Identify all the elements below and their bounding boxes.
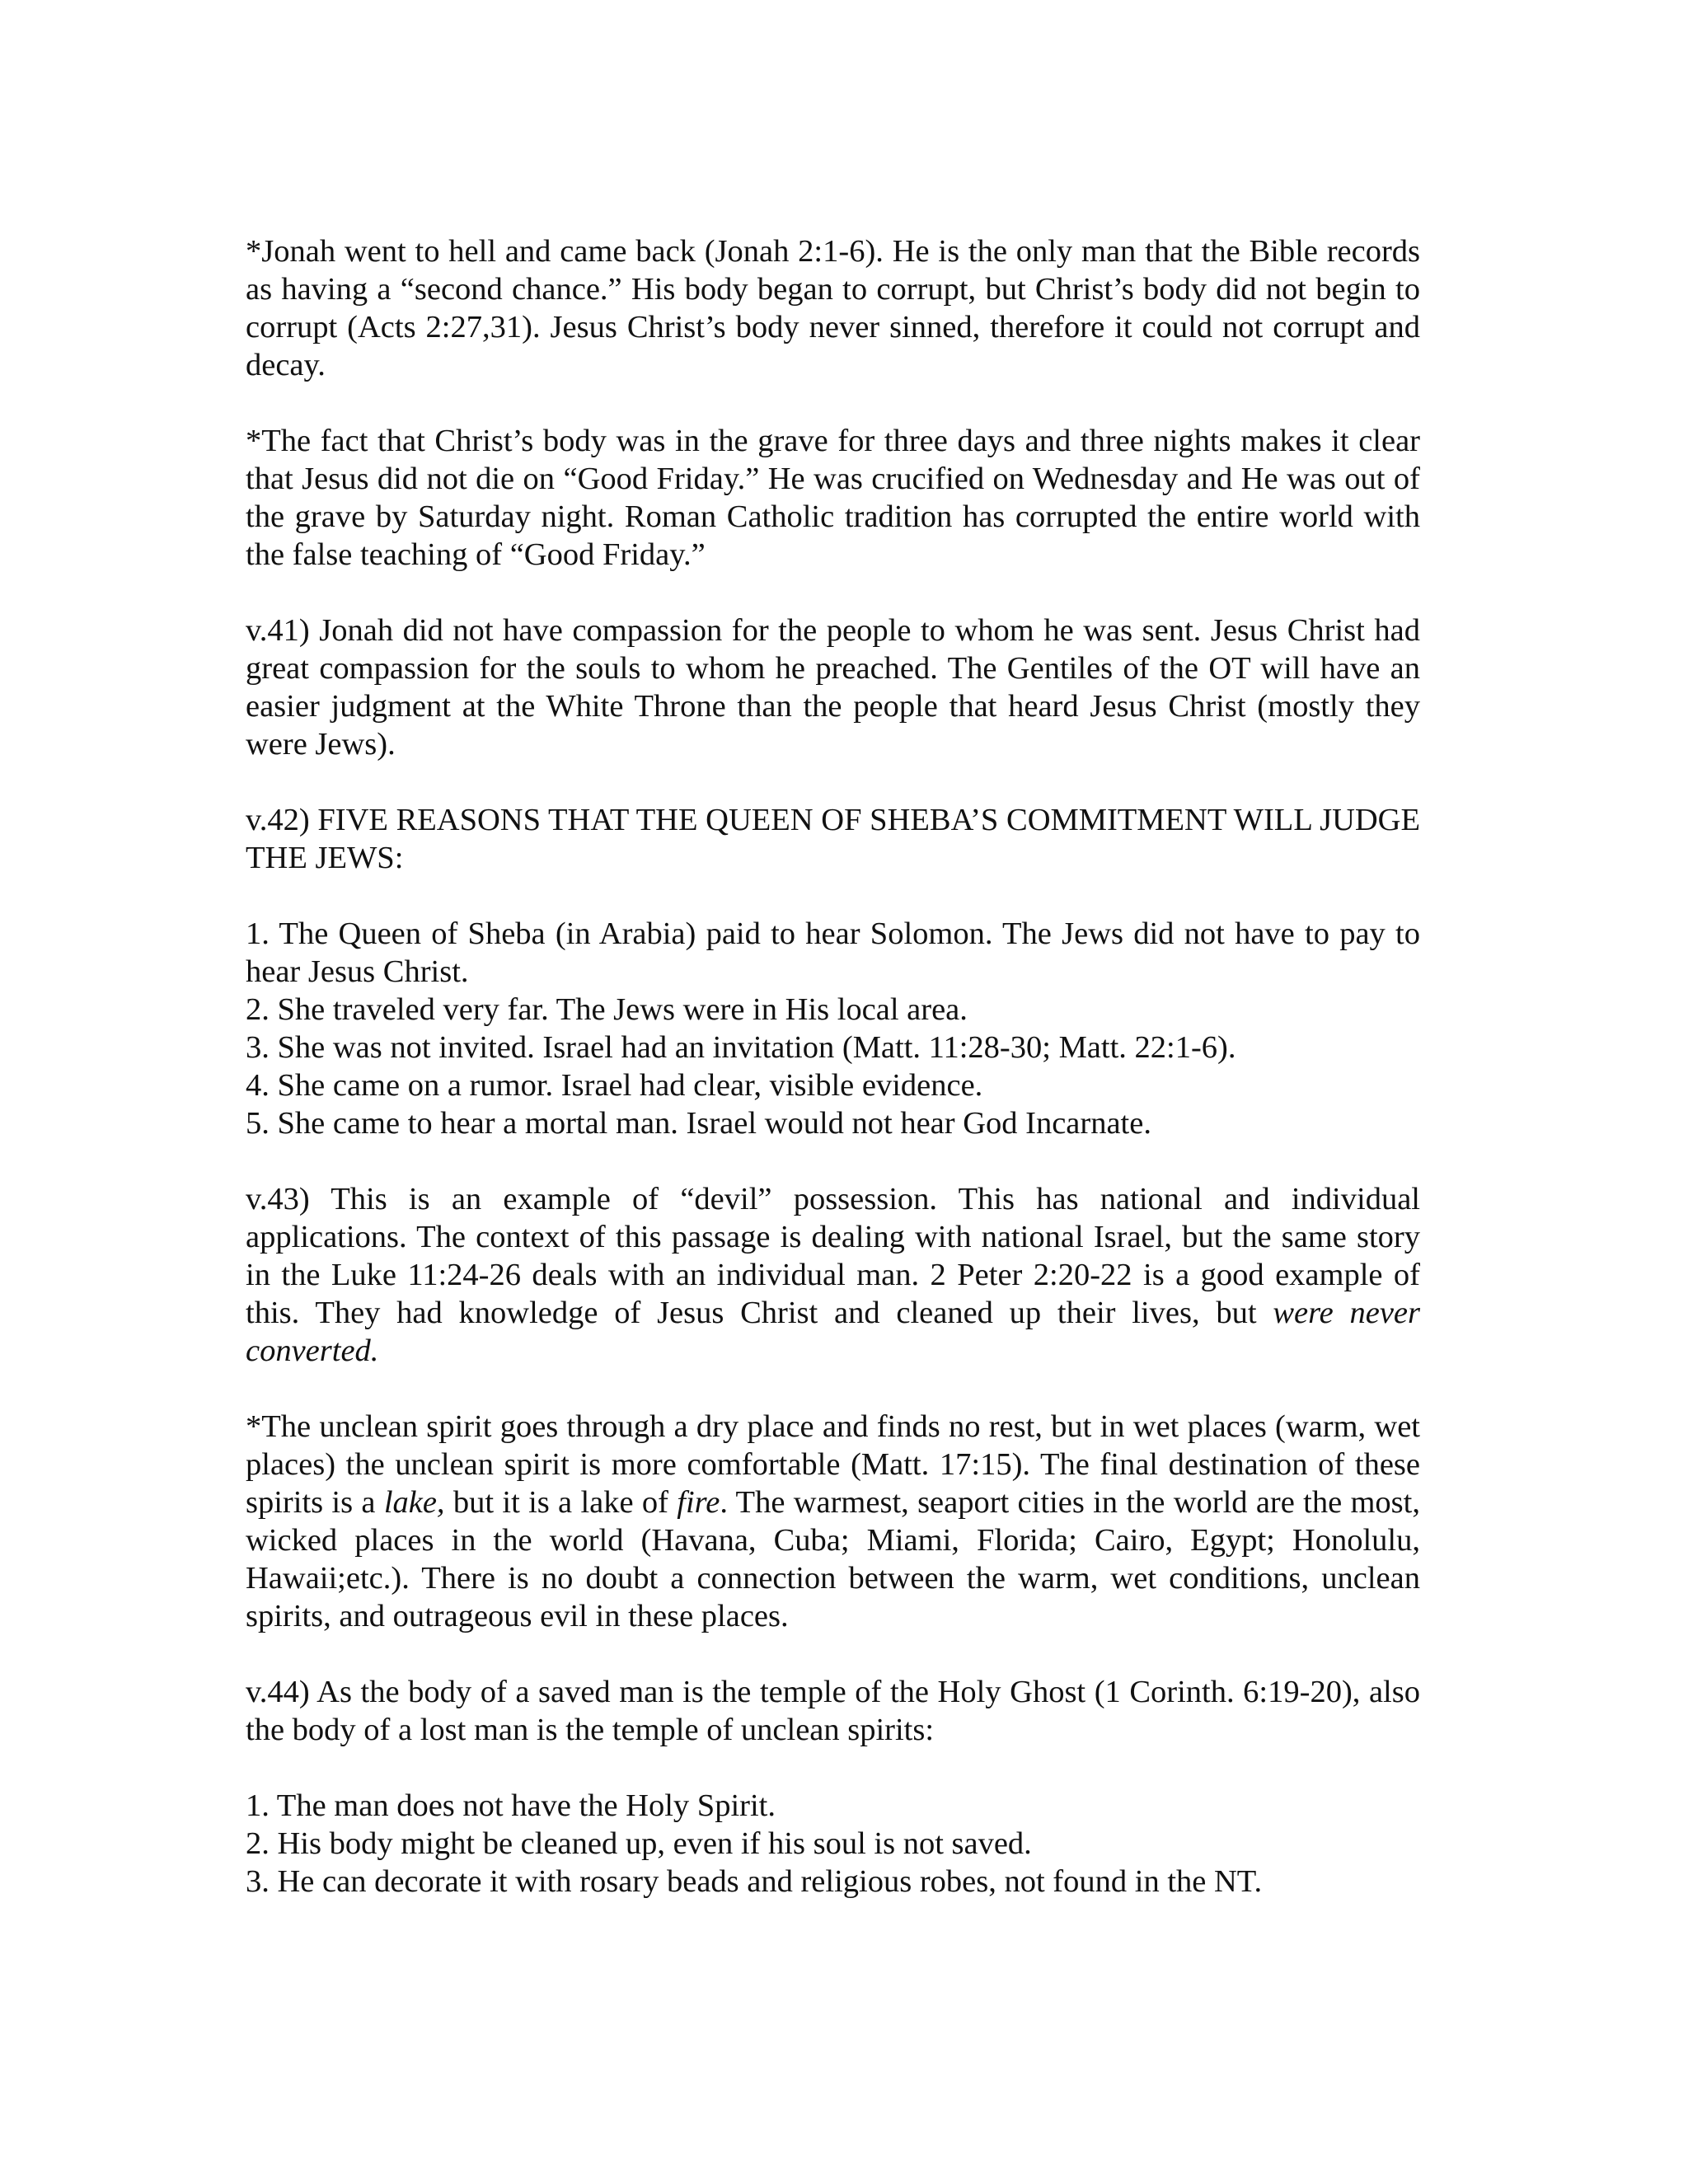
paragraph-v43-text: v.43) This is an example of “devil” possession. This has national and individual applications. The context of this passage is dealing with national Israel, but the same story in the Luke 11:24-26 deals with an individual man. 2 Peter 2:20-22 is a good example of this. They had knowledge of Jesus Christ and cleaned up their lives, but bbox=[246, 1182, 1420, 1330]
unclean-fire-italic: fire bbox=[677, 1485, 720, 1520]
page-body bbox=[246, 232, 1420, 1900]
unclean-lake-italic: lake, bbox=[383, 1485, 445, 1520]
paragraph-v43-italic: were never converted. bbox=[246, 1296, 1420, 1368]
temple-list bbox=[246, 1787, 1420, 1900]
list-item: 2. She traveled very far. The Jews were in His local area. bbox=[246, 992, 968, 1027]
paragraph-jonah: *Jonah went to hell and came back (Jonah 2:1-6). He is the only man that the Bible records as having a “second chance.” His body began to corrupt, but Christ’s body did not begin to corrupt (Acts 2:27,31). Jesus Christ’s body never sinned, therefore it could not corrupt and decay. bbox=[246, 234, 1420, 382]
paragraph-v44: v.44) As the body of a saved man is the temple of the Holy Ghost (1 Corinth. 6:19-20), also the body of a lost man is the temple of unclean spirits: bbox=[246, 1675, 1420, 1747]
reasons-list bbox=[246, 915, 1420, 1142]
paragraph-good-friday: *The fact that Christ’s body was in the grave for three days and three nights makes it clear that Jesus did not die on “Good Friday.” He was crucified on Wednesday and He was out of the grave by Saturday night. Roman Catholic tradition has corrupted the entire world with the false teaching of “Good Friday.” bbox=[246, 424, 1420, 572]
list-item: 1. The man does not have the Holy Spirit. bbox=[246, 1788, 776, 1823]
unclean-text-b: but it is a lake of bbox=[444, 1485, 678, 1520]
paragraph-v43 bbox=[246, 1180, 1420, 1370]
list-item: 5. She came to hear a mortal man. Israel would not hear God Incarnate. bbox=[246, 1106, 1151, 1141]
list-item: 3. He can decorate it with rosary beads and religious robes, not found in the NT. bbox=[246, 1864, 1263, 1899]
paragraph-v41: v.41) Jonah did not have compassion for the people to whom he was sent. Jesus Christ had great compassion for the souls to whom he preached. The Gentiles of the OT will have an easier judgment at the White Throne than the people that heard Jesus Christ (mostly they were Jews). bbox=[246, 613, 1420, 762]
unclean-text-a: *The unclean spirit goes through a dry place and finds no rest, but in wet places (warm, wet places) the unclean spirit is more comfortable (Matt. 17:15). The final destination of these spirits is a bbox=[246, 1409, 1420, 1520]
list-item: 4. She came on a rumor. Israel had clear, visible evidence. bbox=[246, 1068, 983, 1103]
unclean-text-c: . The warmest, seaport cities in the world are the most, wicked places in the world (Havana, Cuba; Miami, Florida; Cairo, Egypt; Honolulu, Hawaii;etc.). There is no doubt a connection between the warm, wet conditions, unclean spirits, and outrageous evil in these places. bbox=[246, 1485, 1420, 1633]
heading-v42: v.42) FIVE REASONS THAT THE QUEEN OF SHEBA’S COMMITMENT WILL JUDGE THE JEWS: bbox=[246, 803, 1420, 875]
list-item: 1. The Queen of Sheba (in Arabia) paid to hear Solomon. The Jews did not have to pay to hear Jesus Christ. bbox=[246, 916, 1420, 989]
list-item: 2. His body might be cleaned up, even if his soul is not saved. bbox=[246, 1826, 1032, 1861]
paragraph-unclean-spirit bbox=[246, 1408, 1420, 1635]
list-item: 3. She was not invited. Israel had an invitation (Matt. 11:28-30; Matt. 22:1-6). bbox=[246, 1030, 1236, 1065]
